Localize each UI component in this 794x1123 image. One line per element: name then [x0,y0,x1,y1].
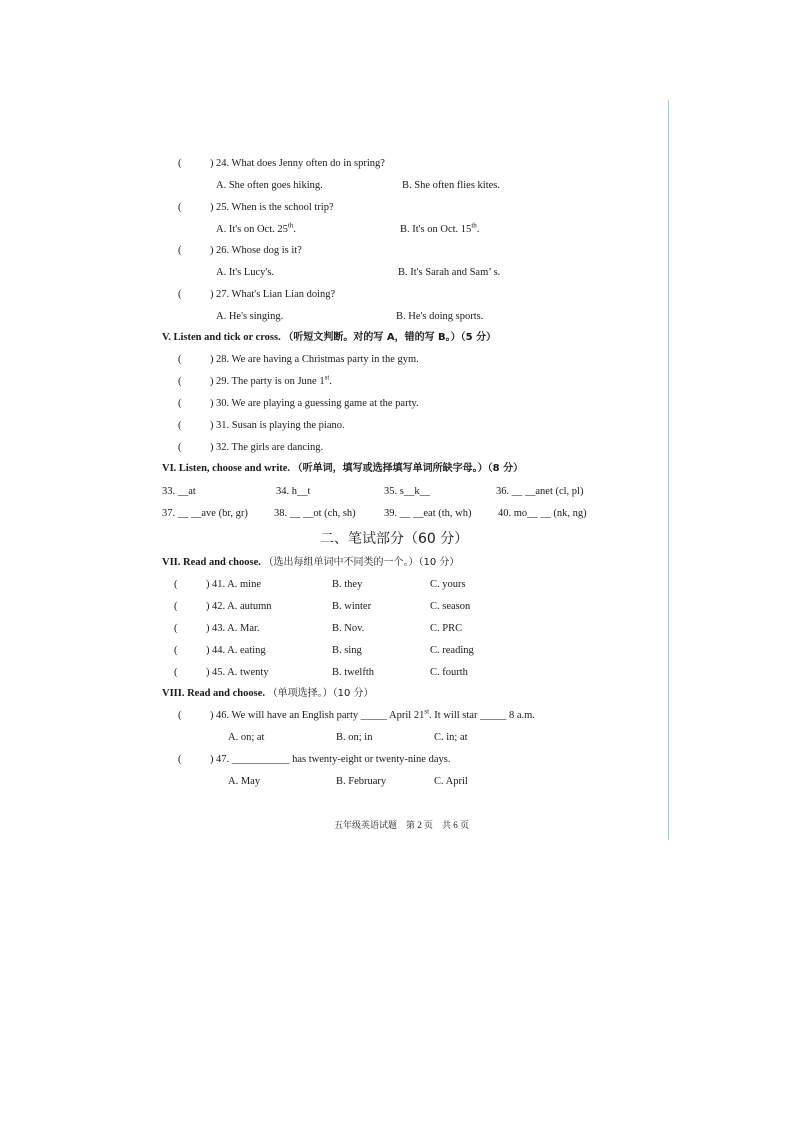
answer-paren-open: ( [178,354,182,365]
answer-paren-close: ) [210,710,214,721]
word-33: 33. __at [162,486,196,497]
answer-paren-open: ( [178,442,182,453]
statement-31: 31. Susan is playing the piano. [216,420,345,431]
answer-paren-close: ) [210,354,214,365]
answer-paren-open: ( [178,376,182,387]
answer-paren-open: ( [174,579,178,590]
word-40: 40. mo__ __ (nk, ng) [498,508,587,519]
answer-paren-open: ( [174,645,178,656]
option-45-b: B. twelfth [332,667,374,678]
answer-paren-close: ) [210,420,214,431]
answer-paren-close: ) [206,645,210,656]
question-46: 46. We will have an English party _____ April 21st. It will star _____ 8 a.m. [216,707,535,721]
answer-paren-close: ) [210,442,214,453]
statement-32: 32. The girls are dancing. [216,442,324,453]
answer-paren-close: ) [210,398,214,409]
option-44-b: B. sing [332,645,362,656]
answer-paren-open: ( [178,710,182,721]
word-36: 36. __ __anet (cl, pl) [496,486,584,497]
section-6-heading: VI. Listen, choose and write. （听单词，填写或选择填写单词所缺字母。）（8 分） [162,463,524,474]
option-41-b: B. they [332,579,363,590]
word-34: 34. h__t [276,486,311,497]
option-25-b: B. It's on Oct. 15th. [400,221,480,235]
answer-paren-open: ( [174,623,178,634]
answer-paren-close: ) [210,245,214,256]
option-27-b: B. He's doing sports. [396,311,484,322]
option-26-b: B. It's Sarah and Sam’ s. [398,267,501,278]
statement-30: 30. We are playing a guessing game at the party. [216,398,419,409]
section-7-heading: VII. Read and choose. （选出每组单词中不同类的一个。）（10 分） [162,557,460,568]
option-43-c: C. PRC [430,623,463,634]
section-8-heading: VIII. Read and choose. （单项选择。）（10 分） [162,688,374,699]
answer-paren-open: ( [178,202,182,213]
answer-paren-open: ( [178,754,182,765]
option-42-c: C. season [430,601,471,612]
word-35: 35. s__k__ [384,486,431,497]
option-24-a: A. She often goes hiking. [216,180,323,191]
option-41-a: 41. A. mine [212,579,261,590]
word-39: 39. __ __eat (th, wh) [384,508,472,519]
statement-28: 28. We are having a Christmas party in the gym. [216,354,419,365]
option-46-c: C. in; at [434,732,468,743]
statement-29: 29. The party is on June 1st. [216,373,332,387]
answer-paren-close: ) [206,579,210,590]
option-45-c: C. fourth [430,667,468,678]
answer-paren-close: ) [210,754,214,765]
answer-paren-open: ( [174,601,178,612]
option-41-c: C. yours [430,579,466,590]
page-footer: 五年级英语试题 第 2 页 共 6 页 [334,820,470,830]
option-42-b: B. winter [332,601,372,612]
option-44-c: C. reading [430,645,474,656]
question-25: 25. When is the school trip? [216,202,334,213]
option-26-a: A. It's Lucy's. [216,267,275,278]
answer-paren-open: ( [178,420,182,431]
answer-paren-close: ) [210,289,214,300]
answer-paren-close: ) [210,376,214,387]
option-43-b: B. Nov. [332,623,365,634]
margin-rule [668,100,669,840]
question-26: 26. Whose dog is it? [216,245,302,256]
option-47-a: A. May [228,776,261,787]
answer-paren-open: ( [178,398,182,409]
option-42-a: 42. A. autumn [212,601,272,612]
answer-paren-open: ( [174,667,178,678]
option-45-a: 45. A. twenty [212,667,269,678]
answer-paren-close: ) [210,158,214,169]
option-47-c: C. April [434,776,468,787]
option-25-a: A. It's on Oct. 25th. [216,221,296,235]
answer-paren-open: ( [178,289,182,300]
question-24: 24. What does Jenny often do in spring? [216,158,385,169]
option-43-a: 43. A. Mar. [212,623,260,634]
word-37: 37. __ __ave (br, gr) [162,508,248,519]
option-47-b: B. February [336,776,387,787]
answer-paren-close: ) [206,667,210,678]
answer-paren-close: ) [210,202,214,213]
question-47: 47. ___________ has twenty-eight or twenty-nine days. [216,754,451,765]
word-38: 38. __ __ot (ch, sh) [274,508,356,519]
part-2-heading: 二、笔试部分（60 分） [320,531,469,547]
option-24-b: B. She often flies kites. [402,180,500,191]
option-46-a: A. on; at [228,732,265,743]
section-5-heading: V. Listen and tick or cross. （听短文判断。对的写 A，错的写 B。）（5 分） [162,332,497,343]
question-27: 27. What's Lian Lian doing? [216,289,336,300]
answer-paren-open: ( [178,158,182,169]
answer-paren-open: ( [178,245,182,256]
option-27-a: A. He's singing. [216,311,284,322]
answer-paren-close: ) [206,601,210,612]
option-44-a: 44. A. eating [212,645,266,656]
answer-paren-close: ) [206,623,210,634]
option-46-b: B. on; in [336,732,373,743]
